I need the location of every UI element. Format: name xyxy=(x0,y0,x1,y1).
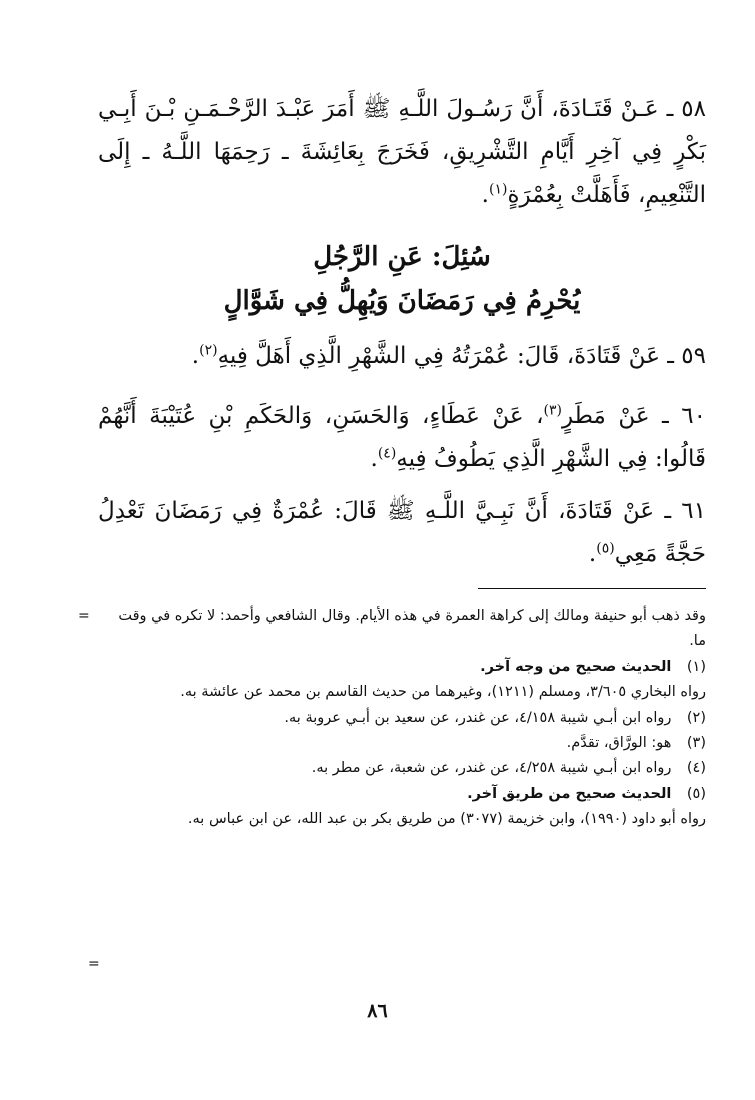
end-mark: . xyxy=(191,343,200,369)
section-heading xyxy=(98,235,706,323)
footnote-title: الحديث صحيح من طريق آخر. xyxy=(467,785,672,802)
footnote-continuation: وقد ذهب أبو حنيفة ومالك إلى كراهة العمرة في هذه الأيام. وقال الشافعي وأحمد: لا تكره في وقت ما. xyxy=(118,608,706,650)
footnote-1 xyxy=(98,655,706,706)
page-number: ٨٦ xyxy=(367,1000,388,1022)
hadith-text: ـ عَنْ قَتَادَةَ، قَالَ: عُمْرَتُهُ فِي الشَّهْرِ الَّذِي أَهَلَّ فِيهِ xyxy=(217,343,674,369)
hadith-text: ـ عَـنْ قَتَـادَةَ، أَنَّ رَسُـولَ اللَّـهِ ﷺ أَمَرَ عَبْـدَ الرَّحْـمَـنِ بْـنَ أَبِـي بَكْرٍ فِي آخِرِ أَيَّامِ التَّشْرِيقِ، فَخَرَجَ بِعَائِشَةَ ـ رَحِمَهَا اللَّـهُ ـ إِلَى التَّنْعِيمِ، فَأَهَلَّتْ بِعُمْرَةٍ xyxy=(98,96,706,209)
hadith-number: ٥٨ xyxy=(681,96,707,122)
end-mark: . xyxy=(370,446,378,473)
footnote-3 xyxy=(98,731,706,756)
heading-line-1: سُئِلَ: عَنِ الرَّجُلِ xyxy=(313,242,491,272)
hadith-text-b: ، عَنْ عَطَاءٍ، وَالحَسَنِ، وَالحَكَمِ بْنِ عُتَيْبَةَ أَنَّهُمْ قَالُوا: فِي الشَّهْرِ الَّذِي يَطُوفُ فِيهِ xyxy=(98,403,706,473)
footnote-2 xyxy=(98,706,706,731)
footnote-body: رواه ابن أبـي شيبة ٤/١٥٨، عن غندر، عن سعيد بن أبـي عروبة به. xyxy=(284,709,672,726)
hadith-58 xyxy=(98,88,706,218)
continuation-mark: = xyxy=(78,608,90,624)
footnote-number: (١) xyxy=(686,658,706,675)
footnote-separator xyxy=(478,588,706,589)
footnote-body: رواه البخاري ٣/٦٠٥، ومسلم (١٢١١)، وغيرهما من حديث القاسم بن محمد عن عائشة به. xyxy=(180,684,706,701)
hadith-text: ـ عَنْ قَتَادَةَ، أَنَّ نَبِـيَّ اللَّـهِ ﷺ قَالَ: عُمْرَةٌ فِي رَمَضَانَ تَعْدِلُ حَجَّةً مَعِي xyxy=(98,498,706,568)
footnote-body: رواه ابن أبـي شيبة ٤/٢٥٨، عن غندر، عن شعبة، عن مطر به. xyxy=(311,760,672,777)
heading-line-2: يُحْرِمُ فِي رَمَضَانَ وَيُهِلُّ فِي شَوَّالٍ xyxy=(223,286,581,317)
hadith-number: ٦٠ xyxy=(681,403,706,429)
hadith-61 xyxy=(98,490,706,576)
hadith-60 xyxy=(98,395,706,481)
footnote-body: رواه أبو داود (١٩٩٠)، وابن خزيمة (٣٠٧٧) من طريق بكر بن عبد الله، عن ابن عباس به. xyxy=(187,811,706,827)
footnote-number: (٥) xyxy=(686,785,706,802)
hadith-text-a: ـ عَنْ مَطَرٍ xyxy=(561,403,669,429)
footnote-ref[interactable]: (٢) xyxy=(199,342,218,359)
footnote-number: (٤) xyxy=(686,760,706,777)
footnotes xyxy=(98,604,706,832)
next-page-mark: = xyxy=(88,956,100,972)
footnote-5 xyxy=(98,782,706,833)
footnote-body: هو: الورَّاق، تقدَّم. xyxy=(566,734,672,751)
end-mark: . xyxy=(481,182,489,209)
hadith-59 xyxy=(98,335,706,378)
end-mark: . xyxy=(588,541,597,568)
footnote-number: (٣) xyxy=(686,734,706,751)
hadith-number: ٥٩ xyxy=(681,343,706,369)
footnote-ref[interactable]: (٤) xyxy=(377,445,397,462)
footnote-title: الحديث صحيح من وجه آخر. xyxy=(480,658,672,675)
footnote-number: (٢) xyxy=(686,709,706,726)
footnote-ref[interactable]: (١) xyxy=(488,181,508,198)
footnote-ref[interactable]: (٥) xyxy=(596,540,615,557)
footnote-ref[interactable]: (٣) xyxy=(543,402,562,419)
footnote-4 xyxy=(98,756,706,781)
hadith-number: ٦١ xyxy=(681,498,707,524)
